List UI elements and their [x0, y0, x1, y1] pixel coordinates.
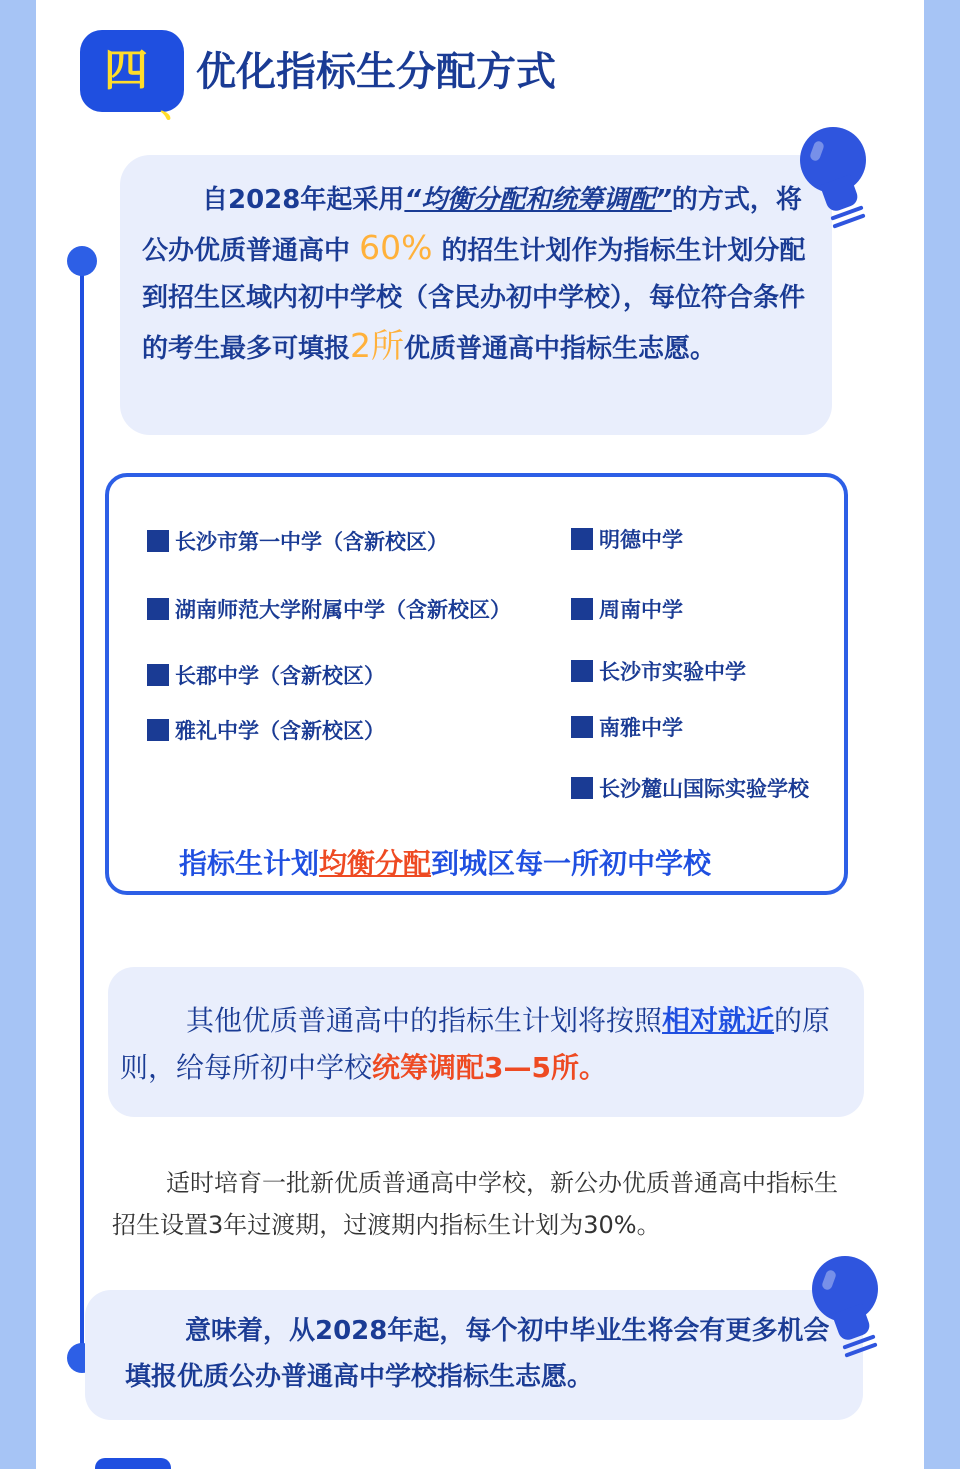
- school-item: [147, 595, 511, 625]
- school-item: [571, 713, 683, 743]
- school-item: [571, 525, 683, 555]
- square-bullet-icon: [147, 598, 169, 620]
- school-name: 南雅中学: [599, 716, 683, 740]
- policy-quote: “均衡分配和统筹调配”: [404, 185, 672, 215]
- square-bullet-icon: [571, 777, 593, 799]
- policy-text: [142, 177, 812, 373]
- nearby-principle-card: [108, 967, 864, 1117]
- nearby-principle-text: [120, 997, 850, 1091]
- left-border-band: [0, 0, 36, 1469]
- text-part: 的原则，给每所初中学校: [120, 1004, 831, 1084]
- school-name: 长沙市第一中学（含新校区）: [175, 530, 448, 554]
- policy-text-part: 优质普通高中指标生志愿。: [404, 334, 717, 364]
- square-bullet-icon: [571, 528, 593, 550]
- school-item: [147, 527, 448, 557]
- text-part: 其他优质普通高中的指标生计划将按照: [186, 1004, 663, 1037]
- school-name: 长沙市实验中学: [599, 660, 746, 684]
- square-bullet-icon: [571, 598, 593, 620]
- transition-note: 适时培育一批新优质普通高中学校，新公办优质普通高中指标生招生设置3年过渡期，过渡期内指标生计划为30%。: [112, 1169, 838, 1239]
- school-item: [571, 774, 809, 804]
- section-separator: 、: [160, 86, 194, 126]
- square-bullet-icon: [147, 719, 169, 741]
- school-name: 周南中学: [599, 598, 683, 622]
- policy-text-part: 的招生计划作为指标生计划分配到招生区域内初中学校（含民办初中学校），每位符合条件的考生最多可填报: [142, 236, 806, 364]
- school-item: [147, 716, 385, 746]
- school-item: [147, 661, 385, 691]
- section-title: 优化指标生分配方式: [196, 49, 556, 95]
- caption-part: 到城区每一所初中学校: [431, 847, 712, 880]
- school-item: [571, 595, 683, 625]
- school-list-box: [105, 473, 848, 895]
- policy-text-part: 的方式，将公办优质普通高中: [142, 185, 802, 266]
- policy-text-part: 自2028年起采用: [202, 185, 405, 215]
- percent-highlight: 60%: [359, 228, 433, 267]
- right-border-band: [924, 0, 960, 1469]
- underline-highlight: 相对就近: [662, 1004, 775, 1037]
- red-highlight: 统筹调配3—5所: [372, 1051, 579, 1084]
- section-number-badge: [80, 30, 194, 126]
- section-number: 四: [104, 45, 148, 96]
- next-section-badge: [95, 1458, 171, 1469]
- school-name: 雅礼中学（含新校区）: [175, 719, 385, 743]
- school-name: 长沙麓山国际实验学校: [599, 777, 809, 801]
- school-item: [571, 657, 746, 687]
- timeline-dot: [67, 246, 97, 276]
- school-name: 湖南师范大学附属中学（含新校区）: [175, 598, 511, 622]
- square-bullet-icon: [147, 530, 169, 552]
- summary-text: 意味着，从2028年起，每个初中毕业生将会有更多机会填报优质公办普通高中学校指标生志愿。: [125, 1316, 830, 1392]
- square-bullet-icon: [147, 664, 169, 686]
- square-bullet-icon: [571, 660, 593, 682]
- square-bullet-icon: [571, 716, 593, 738]
- school-list-caption: [179, 842, 711, 882]
- count-highlight: 2所: [350, 326, 405, 365]
- policy-card: [120, 155, 832, 435]
- summary-card: [85, 1290, 863, 1420]
- timeline-line: [80, 262, 84, 1352]
- text-part: 。: [578, 1051, 607, 1084]
- caption-part: 指标生计划: [179, 847, 320, 880]
- caption-highlight: 均衡分配: [319, 847, 432, 880]
- school-name: 长郡中学（含新校区）: [175, 664, 385, 688]
- school-name: 明德中学: [599, 528, 683, 552]
